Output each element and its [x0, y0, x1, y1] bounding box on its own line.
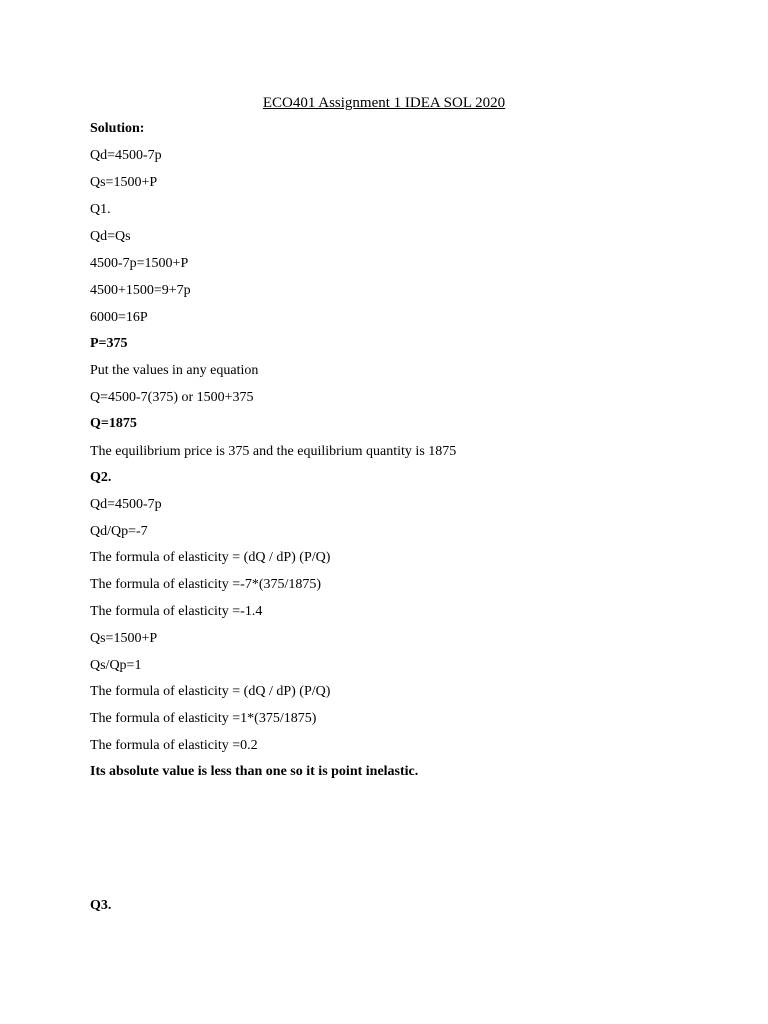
quantity-substitution: Q=4500-7(375) or 1500+375 [90, 390, 254, 405]
supply-equation-q2: Qs=1500+P [90, 631, 158, 646]
equilibrium-condition: Qd=Qs [90, 229, 131, 244]
q3-heading: Q3. [90, 898, 112, 913]
solution-heading: Solution: [90, 121, 145, 136]
substitution-instruction: Put the values in any equation [90, 363, 259, 378]
equation-step-3: 6000=16P [90, 310, 148, 325]
q2-heading: Q2. [90, 470, 112, 485]
equilibrium-statement: The equilibrium price is 375 and the equilibrium quantity is 1875 [90, 444, 457, 459]
elasticity-calc-supply: The formula of elasticity =1*(375/1875) [90, 711, 317, 726]
supply-slope: Qs/Qp=1 [90, 658, 142, 673]
elasticity-formula-demand: The formula of elasticity = (dQ / dP) (P/Q) [90, 550, 331, 565]
price-result: P=375 [90, 336, 128, 351]
demand-equation-q2: Qd=4500-7p [90, 497, 162, 512]
quantity-result: Q=1875 [90, 416, 137, 431]
q1-heading: Q1. [90, 202, 111, 217]
elasticity-result-demand: The formula of elasticity =-1.4 [90, 604, 263, 619]
equation-step-1: 4500-7p=1500+P [90, 256, 189, 271]
inelastic-conclusion: Its absolute value is less than one so it is point inelastic. [90, 764, 419, 779]
supply-equation: Qs=1500+P [90, 175, 158, 190]
demand-equation: Qd=4500-7p [90, 148, 162, 163]
elasticity-calc-demand: The formula of elasticity =-7*(375/1875) [90, 577, 322, 592]
equation-step-2: 4500+1500=9+7p [90, 283, 191, 298]
document-title: ECO401 Assignment 1 IDEA SOL 2020 [262, 95, 506, 111]
elasticity-result-supply: The formula of elasticity =0.2 [90, 738, 258, 753]
demand-slope: Qd/Qp=-7 [90, 524, 148, 539]
elasticity-formula-supply: The formula of elasticity = (dQ / dP) (P/Q) [90, 684, 331, 699]
